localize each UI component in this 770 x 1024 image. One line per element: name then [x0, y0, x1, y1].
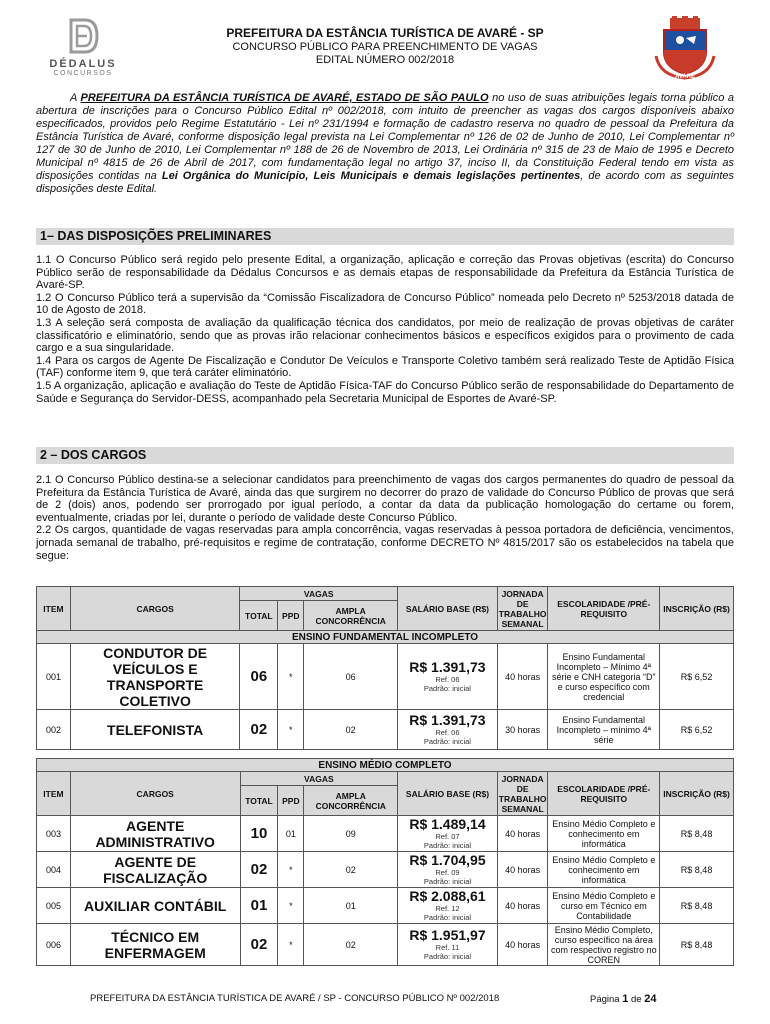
item-1-5: 1.5 A organização, aplicação e avaliação do Teste de Aptidão Física-TAF do Concurso Público serão de responsabilidade do Departamento de Saúde e Segurança do Servidor-DESS, acompanhado pela Secretaria Municipal de Esportes de Avaré-SP.	[36, 379, 734, 405]
item-1-3: 1.3 A seleção será composta de avaliação da qualificação técnica dos candidatos, por meio de realização de provas objetivas de caráter classificatório e eliminatório, sendo que as provas irão relacionar conhecimentos básicos e específicos exigidos para o provimento de cada cargo e a sua singularidade.	[36, 316, 734, 355]
page-subtitle: CONCURSO PÚBLICO PARA PREENCHIMENTO DE VAGAS	[232, 41, 538, 53]
cell-item: 006	[37, 924, 71, 966]
item-2-2: 2.2 Os cargos, quantidade de vagas reservadas para ampla concorrência, vagas reservadas à pessoa portadora de deficiência, vencimentos, jornada semanal de trabalho, pré-requisitos e regime de contratação, conforme DECRETO Nº 4815/2017 são os estabelecidos na tabela que segue:	[36, 524, 734, 562]
salario-padrao: Padrão: inicial	[423, 952, 472, 961]
cell-ampla: 06	[304, 644, 398, 710]
cell-cargo: TÉCNICO EM ENFERMAGEM	[70, 924, 240, 966]
th-ppd: PPD	[278, 601, 304, 631]
table-row	[37, 644, 734, 710]
cell-jornada: 40 horas	[497, 924, 548, 966]
th-jornada: JORNADA DE TRABALHO SEMANAL	[498, 588, 547, 629]
page-indicator	[590, 993, 656, 1005]
section-2-heading: 2 – DOS CARGOS	[36, 447, 734, 464]
cell-ppd: *	[278, 852, 304, 888]
cell-jornada: 40 horas	[497, 644, 548, 710]
cell-cargo: AUXILIAR CONTÁBIL	[70, 888, 240, 924]
section-1-heading: 1– DAS DISPOSIÇÕES PRELIMINARES	[36, 228, 734, 245]
cell-item: 005	[37, 888, 71, 924]
intro-bold-laws: Lei Orgânica do Município, Leis Municipais e demais legislações pertinentes	[161, 170, 581, 182]
page-mid: de	[628, 994, 645, 1005]
section-2-body	[36, 474, 734, 562]
salario-padrao: Padrão: inicial	[423, 877, 472, 886]
th-salario: SALÁRIO BASE (R$)	[398, 772, 498, 816]
cell-escolaridade: Ensino Médio Completo e conhecimento em informática	[548, 816, 660, 852]
table-row	[37, 710, 734, 750]
cell-ampla: 02	[304, 924, 398, 966]
cell-ppd: *	[278, 888, 304, 924]
band-medio: ENSINO MÉDIO COMPLETO	[37, 759, 734, 772]
intro-body: no uso de suas atribuições legais torna público a abertura de inscrições para o Concurso Público Edital nº 002/2018, com intuito de preencher as vagas dos cargos disponíveis abaixo especificados, providos pelo Regime Estatutário - Lei nº 231/1994 e formação de cadastro reserva no quadro de pessoal da Prefeitura da Estância Turística de Avaré, conforme disposição legal prevista na Lei Complementar nº 126 de 02 de Junho de 2010, Lei Complementar nº 127 de 30 de Junho de 2010, Lei Complementar nº 188 de 26 de Novembro de 2013, Lei Ordinária nº 315 de 23 de Maio de 1995 e Decreto Municipal nº 4815 de 26 de Abril de 2017, com fundamentação legal no artigo 37, inciso II, da Constituição Federal tendo em vista as disposições contidas na	[36, 92, 734, 182]
cell-ampla: 01	[304, 888, 398, 924]
cell-ampla: 02	[304, 710, 398, 750]
salario-ref: Ref. 11	[435, 943, 460, 952]
cell-cargo: TELEFONISTA	[70, 710, 239, 750]
page-prefix: Página	[590, 994, 623, 1005]
item-2-1: 2.1 O Concurso Público destina-se a selecionar candidatos para preenchimento de vagas dos cargos permanentes do quadro de pessoal da Prefeitura da Estância Turística de Avaré, ainda das que surgirem no decorrer do prazo de validade do Concurso Público de provas que será de 2 (dois) anos, podendo ser prorrogado por igual período, a contar da data da publicação homologação do certame ou forem, eventualmente, criadas por lei, durante o período de validade deste Concurso Público.	[36, 474, 734, 524]
salario-ref: Ref. 12	[435, 904, 460, 913]
cell-ampla: 02	[304, 852, 398, 888]
intro-paragraph	[36, 92, 734, 196]
cell-item: 003	[37, 816, 71, 852]
item-1-1: 1.1 O Concurso Público será regido pelo presente Edital, a organização, aplicação e correção das Provas objetivas (escrita) do Concurso Público serão de responsabilidade da Dédalus Concursos e as demais etapas de responsabilidade da Prefeitura da Estância Turística de Avaré-SP.	[36, 254, 734, 292]
salario-ref: Ref. 07	[435, 832, 460, 841]
cell-salario	[398, 888, 498, 924]
salario-ref: Ref. 06	[435, 675, 460, 684]
cell-salario	[398, 924, 498, 966]
dedalus-logo-mark	[63, 16, 103, 56]
th-salario: SALÁRIO BASE (R$)	[398, 587, 498, 631]
th-vagas: VAGAS	[240, 772, 398, 786]
cell-escolaridade: Ensino Médio Completo e conhecimento em informática	[548, 852, 660, 888]
cell-cargo: AGENTE ADMINISTRATIVO	[70, 816, 240, 852]
footer-text: PREFEITURA DA ESTÂNCIA TURÍSTICA DE AVARÉ / SP - CONCURSO PÚBLICO Nº 002/2018	[90, 993, 500, 1004]
cell-ppd: 01	[278, 816, 304, 852]
salario-value: R$ 1.391,73	[409, 712, 486, 728]
cell-jornada: 40 horas	[497, 852, 548, 888]
table-row	[37, 924, 734, 966]
table-row	[37, 816, 734, 852]
cell-inscricao: R$ 8,48	[660, 816, 734, 852]
th-item: ITEM	[37, 587, 71, 631]
item-1-4: 1.4 Para os cargos de Agente De Fiscalização e Condutor De Veículos e Transporte Coletivo também será realizado Teste de Aptidão Física (TAF) conforme item 9, que terá caráter eliminatório.	[36, 354, 734, 380]
salario-value: R$ 1.391,73	[409, 659, 486, 675]
vacancies-table-fundamental	[36, 586, 734, 750]
th-jornada: JORNADA DE TRABALHO SEMANAL	[498, 773, 547, 814]
page-number: 1	[622, 993, 629, 1005]
cell-inscricao: R$ 8,48	[660, 852, 734, 888]
cell-item: 002	[37, 710, 71, 750]
avare-crest-icon	[650, 16, 720, 82]
intro-entity: PREFEITURA DA ESTÂNCIA TURÍSTICA DE AVARÉ, ESTADO DE SÃO PAULO	[80, 92, 489, 104]
page-title: PREFEITURA DA ESTÂNCIA TURÍSTICA DE AVARÉ - SP	[226, 26, 544, 40]
th-cargos: CARGOS	[70, 587, 239, 631]
section-1-body	[36, 254, 734, 405]
salario-padrao: Padrão: inicial	[423, 841, 472, 850]
edital-number: EDITAL NÚMERO 002/2018	[315, 54, 455, 66]
cell-ppd: *	[278, 924, 304, 966]
cell-total: 02	[240, 852, 278, 888]
cell-total: 10	[240, 816, 278, 852]
band-fundamental: ENSINO FUNDAMENTAL INCOMPLETO	[37, 631, 734, 644]
cell-jornada: 40 horas	[497, 888, 548, 924]
page-total: 24	[644, 993, 657, 1005]
salario-value: R$ 1.489,14	[409, 816, 486, 832]
salario-padrao: Padrão: inicial	[423, 737, 471, 746]
cell-salario	[398, 816, 498, 852]
cell-inscricao: R$ 8,48	[660, 924, 734, 966]
cell-item: 004	[37, 852, 71, 888]
cell-total: 02	[240, 924, 278, 966]
table-row	[37, 888, 734, 924]
cell-ppd: *	[278, 644, 304, 710]
cell-salario	[398, 710, 498, 750]
cell-total: 01	[240, 888, 278, 924]
cell-inscricao: R$ 6,52	[660, 710, 734, 750]
item-1-2: 1.2 O Concurso Público terá a supervisão da “Comissão Fiscalizadora de Concurso Público” nomeada pelo Decreto nº 5253/2018 datada de 10 de Agosto de 2018.	[36, 291, 734, 317]
cell-inscricao: R$ 8,48	[660, 888, 734, 924]
th-total: TOTAL	[240, 601, 278, 631]
vacancies-table-medio	[36, 758, 734, 966]
salario-value: R$ 1.951,97	[409, 927, 486, 943]
cell-salario	[398, 644, 498, 710]
intro-lead: A	[70, 92, 81, 104]
cell-escolaridade: Ensino Fundamental Incompleto – mínimo 4ª série	[548, 710, 660, 750]
salario-ref: Ref. 06	[435, 728, 460, 737]
cell-salario	[398, 852, 498, 888]
logo-brand: DÉDALUS	[49, 58, 117, 70]
cell-cargo: AGENTE DE FISCALIZAÇÃO	[70, 852, 240, 888]
th-ampla: AMPLA CONCORRÊNCIA	[304, 786, 398, 816]
cell-jornada: 30 horas	[497, 710, 548, 750]
th-escolaridade: ESCOLARIDADE /PRÉ-REQUISITO	[548, 772, 660, 816]
th-vagas: VAGAS	[240, 587, 398, 601]
th-item: ITEM	[37, 772, 71, 816]
th-total: TOTAL	[240, 786, 278, 816]
cell-item: 001	[37, 644, 71, 710]
cell-total: 02	[240, 710, 278, 750]
cell-ppd: *	[278, 710, 304, 750]
th-escolaridade: ESCOLARIDADE /PRÉ-REQUISITO	[548, 587, 660, 631]
document-header	[40, 16, 730, 86]
salario-padrao: Padrão: inicial	[423, 913, 472, 922]
logo-sub: CONCURSOS	[53, 70, 113, 77]
cell-ampla: 09	[304, 816, 398, 852]
crest-label: AVARÉ	[674, 74, 696, 80]
salario-padrao: Padrão: inicial	[423, 684, 471, 693]
header-titles	[170, 26, 600, 66]
cell-cargo: CONDUTOR DE VEÍCULOS E TRANSPORTE COLETIVO	[70, 644, 239, 710]
cell-total: 06	[240, 644, 278, 710]
cell-escolaridade: Ensino Médio Completo, curso específico na área com respectivo registro no COREN	[548, 924, 660, 966]
th-ppd: PPD	[278, 786, 304, 816]
cell-jornada: 40 horas	[497, 816, 548, 852]
cell-escolaridade: Ensino Fundamental Incompleto – Mínimo 4ª série e CNH categoria “D” e curso específico com credencial	[548, 644, 660, 710]
th-inscricao: INSCRIÇÃO (R$)	[660, 772, 734, 816]
table-row	[37, 852, 734, 888]
th-inscricao: INSCRIÇÃO (R$)	[660, 587, 734, 631]
th-ampla: AMPLA CONCORRÊNCIA	[304, 601, 398, 631]
cell-inscricao: R$ 6,52	[660, 644, 734, 710]
salario-value: R$ 2.088,61	[409, 888, 486, 904]
th-cargos: CARGOS	[70, 772, 240, 816]
salario-value: R$ 1.704,95	[409, 852, 486, 868]
dedalus-logo	[48, 16, 118, 77]
cell-escolaridade: Ensino Médio Completo e curso em Técnico em Contabilidade	[548, 888, 660, 924]
intro-tail: , de acordo com as seguintes disposições deste Edital.	[36, 170, 734, 195]
salario-ref: Ref. 09	[435, 868, 460, 877]
